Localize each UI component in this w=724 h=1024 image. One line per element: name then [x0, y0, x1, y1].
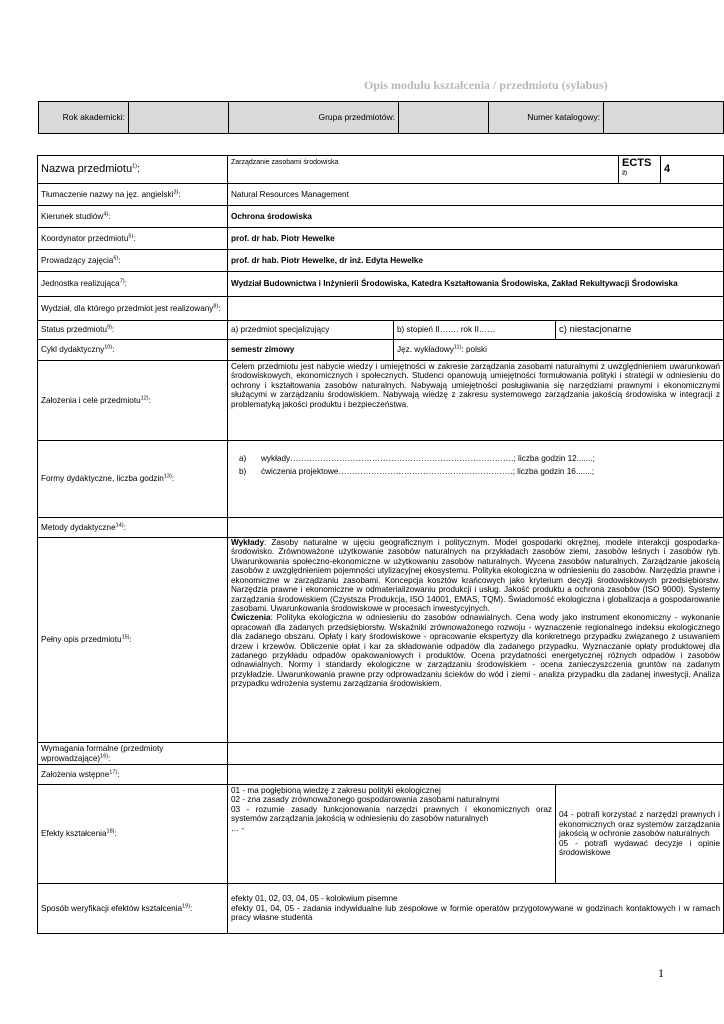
efekt-01: 01 - ma pogłębioną wiedzę z zakresu polityki ekologicznej [231, 786, 441, 795]
row-efekty [38, 785, 724, 884]
metody-label: Metody dydaktyczne$^{14)}$: [38, 518, 228, 538]
zalozenia-value: Celem przedmiotu jest nabycie wiedzy i umiejętności w zakresie zarządzania zasobami naturalnymi z uwzględnieniem uwarunkowań środowiskowych, ekonomicznych i społecznych. Studenci opanowują umiejętności formułowania polityki i strategii w odniesieniu do ochrony i kształtowania zasobów naturalnych. Nabywają umiejętności posługiwania się narzędziami prawnymi i ekonomicznymi służącymi w zarządzaniu środowiskiem. Nabywają wiedzę z zakresu systemowego zarządzania jakością środowiska w integracji z problematyką jakości produktu i bezpieczeństwa. [228, 361, 724, 441]
row-opis [38, 538, 724, 743]
prowadzacy-value: prof. dr hab. Piotr Hewelke, dr inż. Edyta Hewelke [228, 250, 724, 272]
jednostka-label: Jednostka realizująca$^{7)}$: [38, 272, 228, 297]
row-zalozenia-wstepne [38, 765, 724, 785]
sposob-label: Sposób weryfikacji efektów kształcenia$^{19)}$: [38, 884, 228, 934]
efekty-left [228, 785, 556, 884]
tlumaczenie-label: Tłumaczenie nazwy na jęz. angielski$^{3)}$: [38, 184, 228, 206]
formy-value [228, 441, 724, 518]
nazwa-label: Nazwa przedmiotu$^{1)}$: [38, 156, 228, 184]
efekty-right [556, 785, 724, 884]
numer-katalogowy-field[interactable] [604, 102, 724, 134]
kierunek-value: Ochrona środowiska [228, 206, 724, 228]
numer-katalogowy-label: Numer katalogowy: [489, 102, 604, 134]
tlumaczenie-value: Natural Resources Management [228, 184, 724, 206]
wydzial-label: Wydział, dla którego przedmiot jest realizowany$^{8)}$: [38, 297, 228, 321]
row-metody [38, 518, 724, 538]
ects-label: ECTS $^{2)}$ [619, 156, 661, 184]
document-title: Opis modułu kształcenia / przedmiotu (sylabus) [364, 78, 608, 92]
zalozenia-wstepne-label: Założenia wstępne$^{17)}$: [38, 765, 228, 785]
row-tlumaczenie [38, 184, 724, 206]
koordynator-label: Koordynator przedmiotu$^{5)}$: [38, 228, 228, 250]
row-nazwa [38, 156, 724, 184]
opis-label: Pełny opis przedmiotu$^{15)}$: [38, 538, 228, 743]
efekty-label: Efekty kształcenia$^{18)}$: [38, 785, 228, 884]
row-kierunek [38, 206, 724, 228]
row-status [38, 321, 724, 340]
efekt-05: 05 - potrafi wydawać decyzje i opinie środowiskowe [559, 838, 721, 858]
status-label: Status przedmiotu$^{9)}$: [38, 321, 228, 340]
row-cykl [38, 340, 724, 361]
forma-cwiczenia: b) ćwiczenia projektowe……………………………………………………….; liczba godzin 16.......; [239, 467, 595, 476]
header-table [38, 101, 724, 134]
rok-akademicki-label: Rok akademicki: [39, 102, 129, 134]
cykl-label: Cykl dydaktyczny$^{10)}$: [38, 340, 228, 361]
nazwa-value: Zarządzanie zasobami środowiska [228, 156, 619, 184]
opis-value: Wykłady: Zasoby naturalne w ujęciu geograficznym i politycznym. Model gospodarki okrężnej, modele interakcji gospodarka-środowisko. Zrównoważone użytkowanie zasobów naturalnych na przykładach zasobów ziemi, zasobów leśnych i zasobów ryb. Uwarunkowania społeczno-ekonomiczne w użytkowaniu zasobów naturalnych. Wycena zasobów naturalnych. Zarządzanie jakością zasobów z uwzględnieniem pojemności utylizacyjnej ekosystemu. Polityka ekologiczna w odniesieniu do zasobów. Narzędzia prawne i ekonomiczne w zarządzaniu zasobami. Koncepcja kosztów krańcowych jako kryterium decyzji środowiskowych przedsiębiorstw. Narzędzia prawne i ekonomiczne w odmaterializowaniu produkcji i usług. Jakość produktu a ochrona zasobów (ISO 9000). Systemy zarządzania środowiskiem (Czystsza Produkcja, ISO 14001, EMAS, TQM). Świadomość ekologiczna i globalizacja a gospodarowanie zasobami. Uwarunkowania środowiskowe w procesach inwestycyjnych. Ćwiczenia: Polityka ekologiczna w odniesieniu do zasobów odnawialnych. Cena wody jako instrument ekonomiczny - wykonanie opracowań dla zadanych przedsiębiorstw. Wskaźniki zrównoważonego rozwoju - wyznaczenie regionalnego indeksu ekologicznego dla zadanego obszaru. Opłaty i kary środowiskowe - opracowanie ekspertyzy dla konkretnego przypadku związanego z usuwaniem drzew i krzewów. Obliczenie opłat i kar za składowanie odpadów dla zadanego przypadku. Wyznaczanie opłaty produktowej dla zadanego przykładu odpadów opakowaniowych i produktów. Ocena przydatności energetycznej różnych odpadów i zasobów odnawialnych. Normy i standardy ekologiczne w zarządzaniu środowiskiem - ocena zanieczyszczenia gruntów na zadanym przykładzie. Uwarunkowania prawne przy odprowadzaniu ścieków do wód i ziemi - analiza przypadku dla zadanej inwestycji. Analiza przypadku wdrożenia systemu zarządzania środowiskiem. [228, 538, 724, 743]
jednostka-value: Wydział Budownictwa i Inżynierii Środowiska, Katedra Kształtowania Środowiska, Zakład Rekultywacji Środowiska [228, 272, 724, 297]
cykl-value: semestr zimowy [228, 340, 394, 361]
wymagania-label: Wymagania formalne (przedmioty wprowadzające)$^{16)}$: [38, 743, 228, 765]
wyklady-heading: Wykłady [231, 538, 265, 547]
row-prowadzacy [38, 250, 724, 272]
grupa-przedmiotow-label: Grupa przedmiotów: [229, 102, 399, 134]
sposob-line-2: efekty 01, 04, 05 - zadania indywidualne lub zespołowe w formie operatów przygotowywane w godzinach kontaktowych i w ramach pracy własne studenta [231, 903, 721, 923]
page-number: 1 [658, 966, 664, 980]
status-b: b) stopień II……. rok II…… [394, 321, 556, 340]
prowadzacy-label: Prowadzący zajęcia$^{6)}$: [38, 250, 228, 272]
zalozenia-wstepne-value [228, 765, 724, 785]
sposob-line-1: efekty 01, 02, 03, 04, 05 - kolokwium pisemne [231, 894, 398, 904]
efekt-03: 03 - rozumie zasady funkcjonowania narzędzi prawnych i ekonomicznych oraz systemów zarządzania jakością w odniesieniu do zasobów naturalnych [231, 804, 552, 824]
row-formy [38, 441, 724, 518]
efekt-more: … - [231, 823, 245, 833]
syllabus-table [37, 155, 724, 934]
ects-value: 4 [661, 156, 724, 184]
row-wymagania [38, 743, 724, 765]
koordynator-value: prof. dr hab. Piotr Hewelke [228, 228, 724, 250]
grupa-przedmiotow-field[interactable] [399, 102, 489, 134]
efekt-02: 02 - zna zasady zrównoważonego gospodarowania zasobami naturalnymi [231, 795, 500, 805]
sposob-value [228, 884, 724, 934]
formy-label: Formy dydaktyczne, liczba godzin$^{13)}$: [38, 441, 228, 518]
status-c: c) niestacjonarne [556, 321, 724, 340]
row-wydzial [38, 297, 724, 321]
kierunek-label: Kierunek studiów$^{4)}$: [38, 206, 228, 228]
rok-akademicki-field[interactable] [129, 102, 229, 134]
forma-wyklady: a) wykłady……………………………………………………………………….; liczba godzin 12.......; [239, 454, 595, 463]
jezyk-wykladowy: Jęz. wykładowy$^{11)}$: polski [394, 340, 724, 361]
wydzial-value [228, 297, 724, 321]
status-a: a) przedmiot specjalizujący [228, 321, 394, 340]
row-koordynator [38, 228, 724, 250]
efekt-04: 04 - potrafi korzystać z narzędzi prawnych i ekonomicznych oraz systemów zarządzania jakością w ochronie zasobów naturalnych [559, 810, 721, 839]
wymagania-value [228, 743, 724, 765]
metody-value [228, 518, 724, 538]
row-sposob [38, 884, 724, 934]
row-zalozenia [38, 361, 724, 441]
zalozenia-label: Założenia i cele przedmiotu$^{12)}$: [38, 361, 228, 441]
row-jednostka [38, 272, 724, 297]
cwiczenia-heading: Ćwiczenia [231, 613, 271, 623]
